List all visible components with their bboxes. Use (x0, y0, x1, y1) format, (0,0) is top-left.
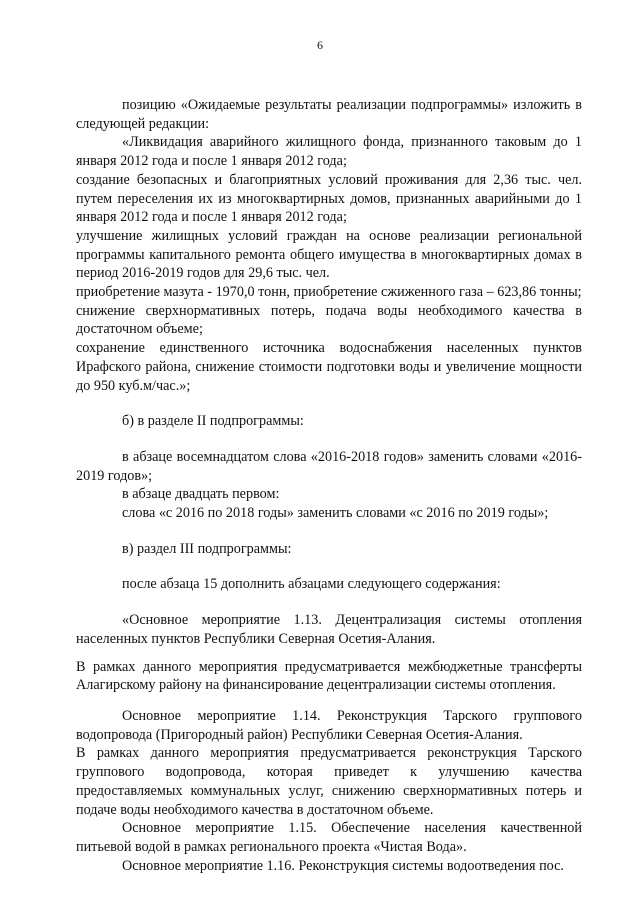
paragraph-measure-1-13-body: В рамках данного мероприятия предусматривается межбюджетные трансферты Алагирскому району на финансирование децентрализации системы отопления. (76, 658, 582, 694)
paragraph-section-3: в) раздел III подпрограммы: (122, 540, 292, 557)
page-number: 6 (317, 38, 323, 52)
paragraph-21st-abzac: в абзаце двадцать первом: (122, 486, 280, 503)
paragraph-after-15: после абзаца 15 дополнить абзацами следующего содержания: (122, 576, 501, 593)
paragraph-section-2: б) в разделе II подпрограммы: (122, 413, 304, 430)
paragraph-housing-improvement: улучшение жилищных условий граждан на основе реализации региональной программы капитального ремонта общего имущества в многоквартирных домах в период 2016-2019 годов для 29,6 тыс. чел. (76, 227, 582, 282)
paragraph-18th-abzac: в абзаце восемнадцатом слова «2016-2018 годов» заменить словами «2016-2019 годов»; (76, 448, 582, 484)
paragraph-fuel-purchase: приобретение мазута - 1970,0 тонн, приобретение сжиженного газа – 623,86 тонны; (76, 284, 582, 301)
paragraph-measure-1-14-body: В рамках данного мероприятия предусматривается реконструкция Тарского группового водопровода, которая приведет к улучшению качества предоставляемых коммунальных услуг, снижению сверхнормативных потерь и подаче воды необходимого качества в достаточном объеме. (76, 745, 582, 818)
paragraph-measure-1-16: Основное мероприятие 1.16. Реконструкция системы водоотведения пос. (122, 857, 564, 874)
paragraph-replace-years: слова «с 2016 по 2018 годы» заменить словами «с 2016 по 2019 годы»; (122, 505, 549, 522)
paragraph-liquidation: «Ликвидация аварийного жилищного фонда, признанного таковым до 1 января 2012 года и после 1 января 2012 года; (76, 134, 582, 170)
paragraph-measure-1-13: «Основное мероприятие 1.13. Децентрализация системы отопления населенных пунктов Республики Северная Осетия-Алания. (76, 612, 582, 647)
paragraph-expected-results: позицию «Ожидаемые результаты реализации подпрограммы» изложить в следующей редакции: (76, 97, 582, 132)
paragraph-loss-reduction: снижение сверхнормативных потерь, подача воды необходимого качества в достаточном объеме; (76, 302, 582, 338)
paragraph-measure-1-14: Основное мероприятие 1.14. Реконструкция Тарского группового водопровода (Пригородный район) Республики Северная Осетия-Алания. (76, 707, 582, 743)
paragraph-safe-conditions: создание безопасных и благоприятных условий проживания для 2,36 тыс. чел. путем переселения их из многоквартирных домов, признанных аварийными до 1 января 2012 года и после 1 января 2012 года; (76, 171, 582, 226)
paragraph-water-source: сохранение единственного источника водоснабжения населенных пунктов Ирафского района, снижение стоимости подготовки воды и увеличение мощности до 950 куб.м/час.»; (76, 340, 582, 394)
document-body (76, 96, 582, 875)
paragraph-measure-1-15: Основное мероприятие 1.15. Обеспечение населения качественной питьевой водой в рамках регионального проекта «Чистая Вода». (76, 820, 582, 855)
